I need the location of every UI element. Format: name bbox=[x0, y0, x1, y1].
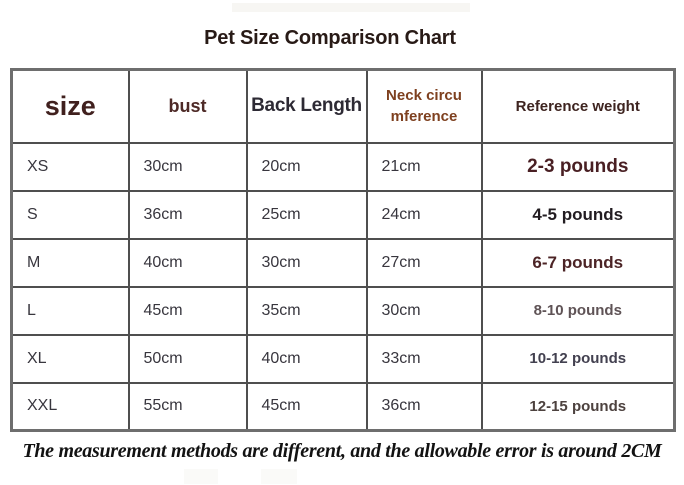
column-header-back-length: Back Length bbox=[247, 70, 367, 143]
weight-cell: 12-15 pounds bbox=[482, 383, 675, 431]
column-header-bust: bust bbox=[129, 70, 247, 143]
bust-cell: 50cm bbox=[129, 335, 247, 383]
weight-cell: 6-7 pounds bbox=[482, 239, 675, 287]
bust-cell: 30cm bbox=[129, 143, 247, 191]
back-length-cell: 25cm bbox=[247, 191, 367, 239]
back-length-cell: 20cm bbox=[247, 143, 367, 191]
bust-cell: 45cm bbox=[129, 287, 247, 335]
neck-cell: 24cm bbox=[367, 191, 482, 239]
back-length-cell: 35cm bbox=[247, 287, 367, 335]
measurement-disclaimer: The measurement methods are different, and the allowable error is around 2CM bbox=[22, 440, 662, 462]
size-cell: L bbox=[12, 287, 129, 335]
header-row bbox=[12, 70, 675, 143]
watermark-smudge-bottom-left bbox=[184, 469, 218, 484]
bust-cell: 36cm bbox=[129, 191, 247, 239]
back-length-cell: 40cm bbox=[247, 335, 367, 383]
size-cell: XL bbox=[12, 335, 129, 383]
neck-cell: 33cm bbox=[367, 335, 482, 383]
weight-cell: 8-10 pounds bbox=[482, 287, 675, 335]
table-row-xs bbox=[12, 143, 675, 191]
bust-cell: 55cm bbox=[129, 383, 247, 431]
chart-title: Pet Size Comparison Chart bbox=[204, 27, 456, 49]
neck-cell: 36cm bbox=[367, 383, 482, 431]
size-cell: M bbox=[12, 239, 129, 287]
watermark-smudge-top bbox=[232, 3, 470, 12]
size-cell: S bbox=[12, 191, 129, 239]
neck-cell: 30cm bbox=[367, 287, 482, 335]
table-row-m bbox=[12, 239, 675, 287]
table-row-l bbox=[12, 287, 675, 335]
neck-cell: 21cm bbox=[367, 143, 482, 191]
bust-cell: 40cm bbox=[129, 239, 247, 287]
column-header-neck-circumference: Neck circu mference bbox=[367, 70, 482, 143]
back-length-cell: 45cm bbox=[247, 383, 367, 431]
back-length-cell: 30cm bbox=[247, 239, 367, 287]
size-cell: XXL bbox=[12, 383, 129, 431]
size-chart-table bbox=[10, 68, 676, 432]
column-header-size: size bbox=[12, 70, 129, 143]
column-header-reference-weight: Reference weight bbox=[482, 70, 675, 143]
weight-cell: 4-5 pounds bbox=[482, 191, 675, 239]
weight-cell: 2-3 pounds bbox=[482, 143, 675, 191]
size-cell: XS bbox=[12, 143, 129, 191]
neck-cell: 27cm bbox=[367, 239, 482, 287]
table-row-xl bbox=[12, 335, 675, 383]
table-row-xxl bbox=[12, 383, 675, 431]
watermark-smudge-bottom-right bbox=[261, 469, 297, 484]
weight-cell: 10-12 pounds bbox=[482, 335, 675, 383]
table-row-s bbox=[12, 191, 675, 239]
